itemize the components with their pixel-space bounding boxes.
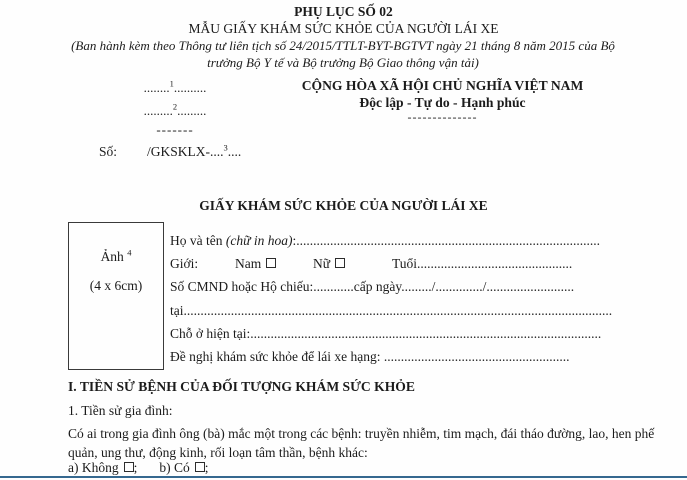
license-class-fill-dots: ....................................................... <box>383 348 570 364</box>
doc-number-line <box>99 144 241 160</box>
id-fill-dots: ............ <box>313 279 354 295</box>
bottom-rule-divider <box>0 476 687 478</box>
male-option <box>235 252 313 275</box>
footnote-marker-3: 3 <box>223 142 228 153</box>
field-row-name <box>170 229 622 252</box>
doc-number-value-prefix: /GKSKLX-.... <box>147 144 224 159</box>
issuer-divider: ------- <box>156 122 194 137</box>
issuance-note-line1: (Ban hành kèm theo Thông tư liên tịch số 24/2015/TTLT-BYT-BGTVT ngày 21 tháng 8 năm 2015 của Bộ <box>71 38 615 53</box>
doc-number-value-suffix: .... <box>227 144 242 159</box>
answer-yes-label: b) Có <box>159 460 190 475</box>
issue-place-fill-dots: ............................................................................................................................... <box>183 302 613 318</box>
address-fill-dots: ........................................................................................................ <box>250 325 602 341</box>
issue-date-label: cấp ngày <box>353 279 402 295</box>
address-label: Chỗ ở hiện tại: <box>170 325 251 341</box>
family-history-label: 1. Tiền sử gia đình: <box>68 403 173 418</box>
field-row-issue-place <box>170 299 622 322</box>
issue-date-fill-dots: ........./............../.......................... <box>401 279 575 295</box>
id-label: Số CMND hoặc Hộ chiếu: <box>170 279 314 295</box>
family-history-question: Có ai trong gia đình ông (bà) mắc một trong các bệnh: truyền nhiễm, tim mạch, đái tháo đường, lao, hen phế quản, ung thư, động kinh, rối loạn tâm thần, bệnh khác: <box>68 426 655 460</box>
answer-yes-option <box>159 460 208 475</box>
name-fill-dots: :.......................................................................................... <box>292 233 600 248</box>
national-title: CỘNG HÒA XÃ HỘI CHỦ NGHĨA VIỆT NAM <box>301 78 584 93</box>
issue-place-label: tại <box>170 302 184 318</box>
male-checkbox-icon[interactable] <box>266 258 276 268</box>
doc-number-value <box>147 144 241 159</box>
female-option <box>313 252 392 275</box>
issuance-note <box>43 38 643 71</box>
license-class-label: Đề nghị khám sức khỏe để lái xe hạng: <box>170 348 384 364</box>
issuer-block <box>120 80 230 138</box>
field-row-gender-age <box>170 252 622 275</box>
female-checkbox-icon[interactable] <box>335 258 345 268</box>
photo-box <box>68 222 164 370</box>
national-motto: Độc lập - Tự do - Hạnh phúc <box>359 95 526 110</box>
certificate-title: GIẤY KHÁM SỨC KHỎE CỦA NGƯỜI LÁI XE <box>199 198 488 213</box>
issuer-line2-dots-left: ......... <box>143 103 173 118</box>
answer-no-option <box>68 460 137 475</box>
footnote-marker-1: 1 <box>169 78 174 89</box>
footnote-marker-2: 2 <box>172 101 178 112</box>
photo-label <box>69 249 163 265</box>
gender-label: Giới: <box>170 256 199 272</box>
answer-yes-suffix: ; <box>204 460 209 475</box>
field-row-id <box>170 275 622 298</box>
answer-yes-checkbox-icon[interactable] <box>195 462 205 472</box>
photo-label-text: Ảnh <box>100 249 124 264</box>
doc-number-label: Số: <box>99 144 118 159</box>
age-fill-dots: .............................................. <box>417 256 573 272</box>
section1-heading: I. TIỀN SỬ BỆNH CỦA ĐỐI TƯỢNG KHÁM SỨC KHỎE <box>68 379 415 394</box>
issuer-line2-dots-right: ......... <box>177 103 207 118</box>
field-row-license-class <box>170 345 622 368</box>
issuer-dotted-line-2 <box>120 103 230 119</box>
name-label: Họ và tên <box>170 233 226 248</box>
male-label: Nam <box>235 256 262 272</box>
field-row-address <box>170 322 622 345</box>
issuer-line1-dots-left: ........ <box>143 80 170 95</box>
footnote-marker-4: 4 <box>127 247 132 258</box>
answer-no-checkbox-icon[interactable] <box>124 462 134 472</box>
age-label: Tuổi <box>392 256 418 272</box>
answer-no-suffix: ; <box>133 460 138 475</box>
issuer-dotted-line-1 <box>120 80 230 96</box>
form-name-title: MẪU GIẤY KHÁM SỨC KHỎE CỦA NGƯỜI LÁI XE <box>188 21 499 36</box>
national-header <box>295 78 590 125</box>
answer-no-label: a) Không <box>68 460 119 475</box>
personal-info-fields <box>170 229 622 368</box>
issuance-note-line2: trưởng Bộ Y tế và Bộ trưởng Bộ Giao thông vận tải) <box>207 54 479 70</box>
family-history-answers <box>68 460 209 476</box>
name-note: (chữ in hoa) <box>225 233 293 248</box>
female-label: Nữ <box>313 256 331 272</box>
photo-size-label: (4 x 6cm) <box>89 278 143 293</box>
issuer-line1-dots-right: .......... <box>173 80 207 95</box>
appendix-title: PHỤ LỤC SỐ 02 <box>294 4 393 19</box>
motto-divider: -------------- <box>407 110 478 124</box>
